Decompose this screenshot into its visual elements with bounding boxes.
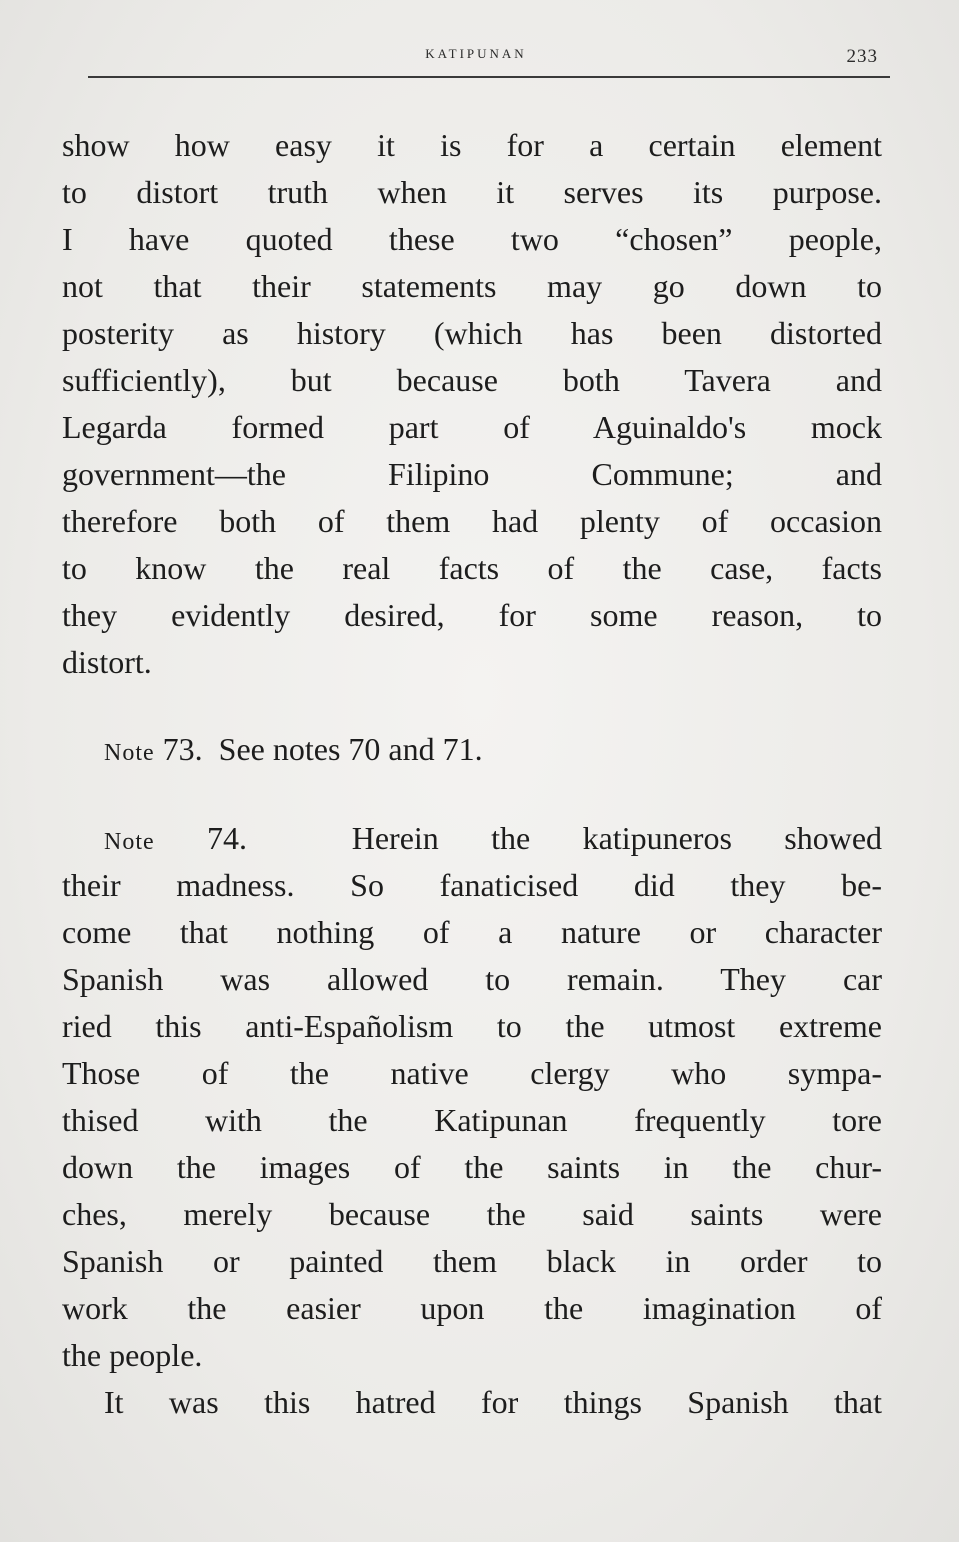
body-text: [62, 122, 882, 1426]
note-74-first-line: [62, 815, 882, 862]
note-label: Note: [104, 740, 155, 766]
paragraph-gap: [62, 773, 882, 815]
text-line: posterity as history (which has been distorted: [62, 315, 882, 351]
text-line: distort.: [62, 644, 152, 680]
text-line: I have quoted these two “chosen” people,: [62, 221, 882, 257]
note-text: See notes 70 and 71.: [218, 731, 483, 767]
note-number: 73.: [162, 731, 203, 767]
text-line: down the images of the saints in the chur-: [62, 1149, 882, 1185]
text-line: Spanish was allowed to remain. They car: [62, 961, 882, 997]
note-label: Note: [104, 829, 155, 855]
text-line: show how easy it is for a certain element: [62, 127, 882, 163]
paragraph-gap: [62, 686, 882, 726]
text-line: to distort truth when it serves its purpose.: [62, 174, 882, 210]
text-line: ches, merely because the said saints were: [62, 1196, 882, 1232]
text-line: not that their statements may go down to: [62, 268, 882, 304]
note-number: 74.: [207, 820, 248, 856]
page-number: 233: [846, 46, 878, 67]
text-line: Legarda formed part of Aguinaldo's mock: [62, 409, 882, 445]
paragraph-next: [62, 1379, 882, 1426]
running-head: [62, 42, 890, 72]
note-text: Herein the katipuneros showed: [351, 820, 882, 856]
note-73: [62, 726, 882, 773]
paragraph-continued: [62, 122, 882, 686]
note-73-line: [62, 726, 882, 773]
running-title: KATIPUNAN: [425, 46, 527, 61]
text-line: the people.: [62, 1337, 203, 1373]
note-74: [62, 815, 882, 1379]
text-line: to know the real facts of the case, facts: [62, 550, 882, 586]
header-rule: [88, 76, 890, 78]
text-line: thised with the Katipunan frequently tore: [62, 1102, 882, 1138]
text-line: Those of the native clergy who sympa-: [62, 1055, 882, 1091]
text-line: they evidently desired, for some reason, to: [62, 597, 882, 633]
text-line: sufficiently), but because both Tavera and: [62, 362, 882, 398]
text-line: ried this anti-Españolism to the utmost extreme: [62, 1008, 882, 1044]
text-line: work the easier upon the imagination of: [62, 1290, 882, 1326]
text-line: government—the Filipino Commune; and: [62, 456, 882, 492]
text-line: Spanish or painted them black in order to: [62, 1243, 882, 1279]
text-line: come that nothing of a nature or character: [62, 914, 882, 950]
text-line: therefore both of them had plenty of occasion: [62, 503, 882, 539]
text-line: It was this hatred for things Spanish that: [104, 1384, 882, 1420]
text-line: their madness. So fanaticised did they be-: [62, 867, 882, 903]
